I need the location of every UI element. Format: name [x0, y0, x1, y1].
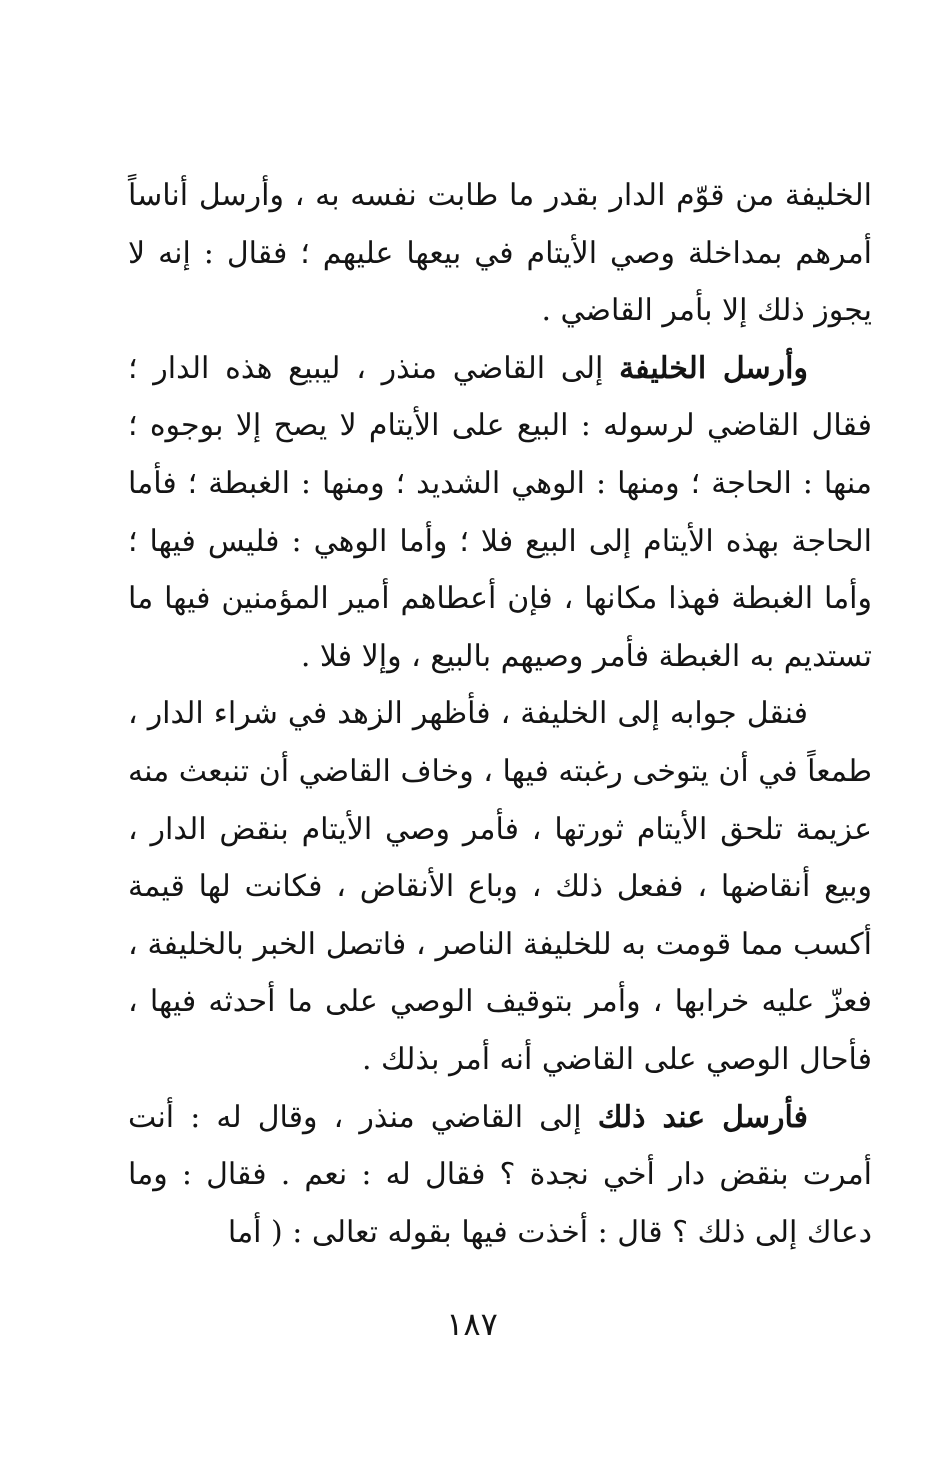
paragraph-4: [128, 1089, 872, 1262]
paragraph-4-text: إلى القاضي منذر ، وقال له : أنت أمرت بنقض دار أخي نجدة ؟ فقال له : نعم . فقال : وما دعاك إلى ذلك ؟ قال : أخذت فيها بقوله تعالى : ( أما: [128, 1099, 872, 1250]
paragraph-3: [128, 685, 872, 1088]
body-text: [128, 167, 872, 1261]
paragraph-1-text: الخليفة من قوّم الدار بقدر ما طابت نفسه به ، وأرسل أناساً أمرهم بمداخلة وصي الأيتام في بيعها عليهم ؛ فقال : إنه لا يجوز ذلك إلا بأمر القاضي .: [128, 178, 872, 329]
paragraph-4-lead: فأرسل عند ذلك: [597, 1099, 808, 1135]
paragraph-3-text: فنقل جوابه إلى الخليفة ، فأظهر الزهد في شراء الدار ، طمعاً في أن يتوخى رغبته فيها ، وخاف القاضي أن تنبعث منه عزيمة تلحق الأيتام ثورتها ، فأمر وصي الأيتام بنقض الدار ، وبيع أنقاضها ، ففعل ذلك ، وباع الأنقاض ، فكانت لها قيمة أكسب مما قومت به للخليفة الناصر ، فاتصل الخبر بالخليفة ، فعزّ عليه خرابها ، وأمر بتوقيف الوصي على ما أحدثه فيها ، فأحال الوصي على القاضي أنه أمر بذلك .: [128, 696, 872, 1077]
paragraph-1: [128, 167, 872, 340]
paragraph-2-lead: وأرسل الخليفة: [619, 350, 808, 386]
paragraph-2-text: إلى القاضي منذر ، ليبيع هذه الدار ؛ فقال القاضي لرسوله : البيع على الأيتام لا يصح إلا بوجوه ؛ منها : الحاجة ؛ ومنها : الوهي الشديد ؛ ومنها : الغبطة ؛ فأما الحاجة بهذه الأيتام إلى البيع فلا ؛ وأما الوهي : فليس فيها ؛ وأما الغبطة فهذا مكانها ، فإن أعطاهم أمير المؤمنين فيها ما تستديم به الغبطة فأمر وصيهم بالبيع ، وإلا فلا .: [128, 350, 872, 674]
page-number: ١٨٧: [446, 1305, 498, 1343]
paragraph-2: [128, 340, 872, 686]
